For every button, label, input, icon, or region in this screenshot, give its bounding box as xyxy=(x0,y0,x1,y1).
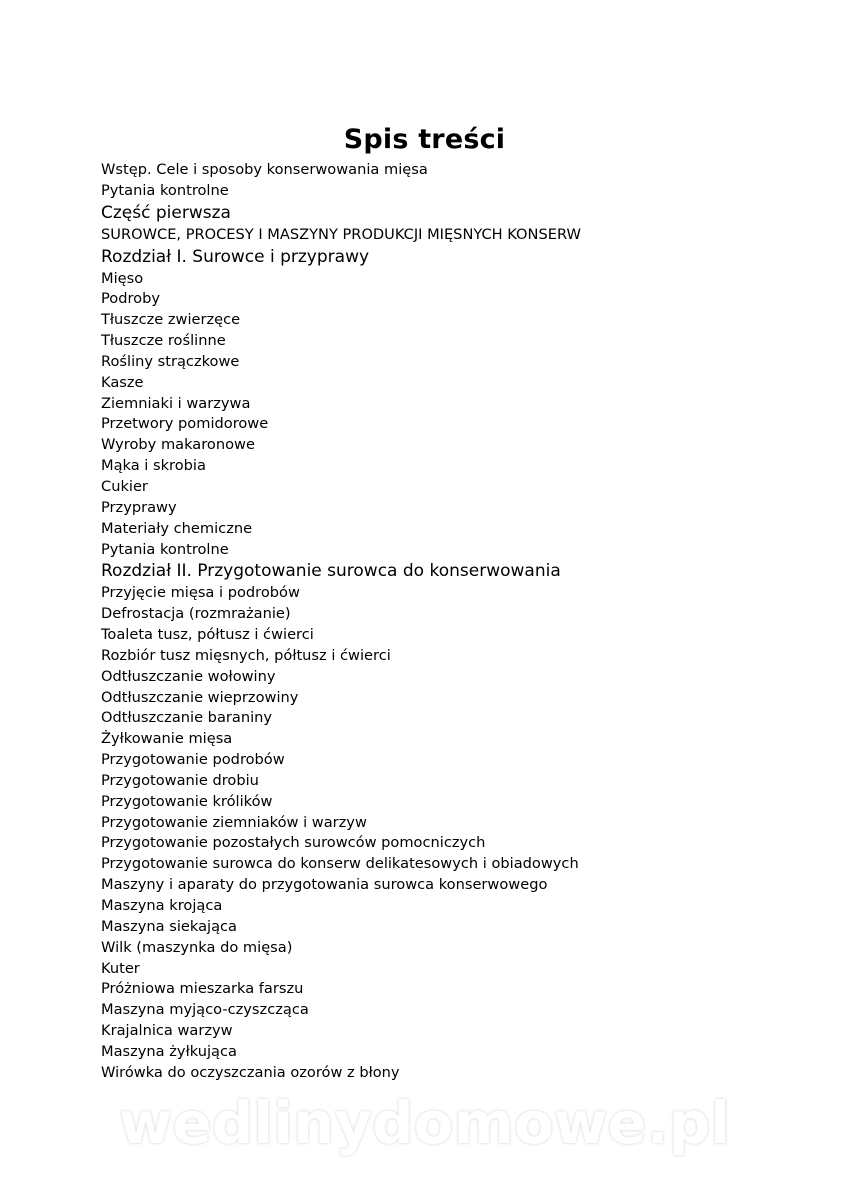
toc-entry: Kuter xyxy=(101,959,140,977)
toc-entry: Przygotowanie podrobów xyxy=(101,751,285,769)
toc-entry: Przetwory pomidorowe xyxy=(101,415,269,433)
toc-entry: Kasze xyxy=(101,373,144,391)
toc-entry: Przygotowanie królików xyxy=(101,792,273,810)
toc-entry: Pytania kontrolne xyxy=(101,181,229,199)
toc-entry: Maszyny i aparaty do przygotowania surowca konserwowego xyxy=(101,876,548,894)
toc-entry: Ziemniaki i warzywa xyxy=(101,394,251,412)
toc-entry: Przygotowanie surowca do konserw delikatesowych i obiadowych xyxy=(101,855,579,873)
toc-entry: Wstęp. Cele i sposoby konserwowania mięsa xyxy=(101,161,428,178)
toc-entry: Maszyna myjąco-czyszcząca xyxy=(101,1001,309,1019)
toc-entry: Żyłkowanie mięsa xyxy=(101,730,233,748)
toc-entry: Wilk (maszynka do mięsa) xyxy=(101,938,293,956)
watermark: wedlinydomowe.pl xyxy=(118,1089,731,1157)
page-title: Spis treści xyxy=(343,124,506,156)
toc-entry: Pytania kontrolne xyxy=(101,540,229,558)
toc-entry: Mąka i skrobia xyxy=(101,457,206,475)
toc-entry: Przygotowanie drobiu xyxy=(101,771,259,789)
toc-entry: Odtłuszczanie wieprzowiny xyxy=(101,688,299,706)
toc-entry: Cukier xyxy=(101,477,148,495)
toc-section-heading: Część pierwsza xyxy=(101,202,231,223)
toc-entry: Tłuszcze roślinne xyxy=(101,332,226,350)
toc-entry: Maszyna siekająca xyxy=(101,917,238,935)
toc-entry: Defrostacja (rozmrażanie) xyxy=(101,605,291,623)
toc-section-heading: Rozdział I. Surowce i przyprawy xyxy=(101,246,370,267)
toc-entry: Toaleta tusz, półtusz i ćwierci xyxy=(101,626,314,644)
toc-entry: Przyprawy xyxy=(101,498,177,516)
toc-entry: Przygotowanie pozostałych surowców pomocniczych xyxy=(101,834,486,852)
toc-entry: Odtłuszczanie baraniny xyxy=(101,709,273,727)
toc-entry: Maszyna krojąca xyxy=(101,897,223,914)
table-of-contents xyxy=(101,160,581,1084)
toc-entry: Materiały chemiczne xyxy=(101,519,253,537)
toc-entry: Rozbiór tusz mięsnych, półtusz i ćwierci xyxy=(101,646,391,664)
toc-entry: Odtłuszczanie wołowiny xyxy=(101,667,276,685)
toc-entry: Rośliny strączkowe xyxy=(101,352,240,370)
toc-entry: Wirówka do oczyszczania ozorów z błony xyxy=(101,1063,400,1081)
toc-entry: Krajalnica warzyw xyxy=(101,1022,233,1040)
toc-entry: SUROWCE, PROCESY I MASZYNY PRODUKCJI MIĘSNYCH KONSERW xyxy=(101,225,581,243)
toc-entry: Podroby xyxy=(101,290,160,308)
toc-entry: Mięso xyxy=(101,269,144,287)
toc-entry: Maszyna żyłkująca xyxy=(101,1042,237,1060)
toc-entry: Tłuszcze zwierzęce xyxy=(101,311,241,329)
toc-section-heading: Rozdział II. Przygotowanie surowca do konserwowania xyxy=(101,561,561,582)
toc-entry: Przygotowanie ziemniaków i warzyw xyxy=(101,813,367,831)
toc-entry: Przyjęcie mięsa i podrobów xyxy=(101,584,300,602)
toc-entry: Wyroby makaronowe xyxy=(101,436,255,454)
toc-entry: Próżniowa mieszarka farszu xyxy=(101,980,304,998)
